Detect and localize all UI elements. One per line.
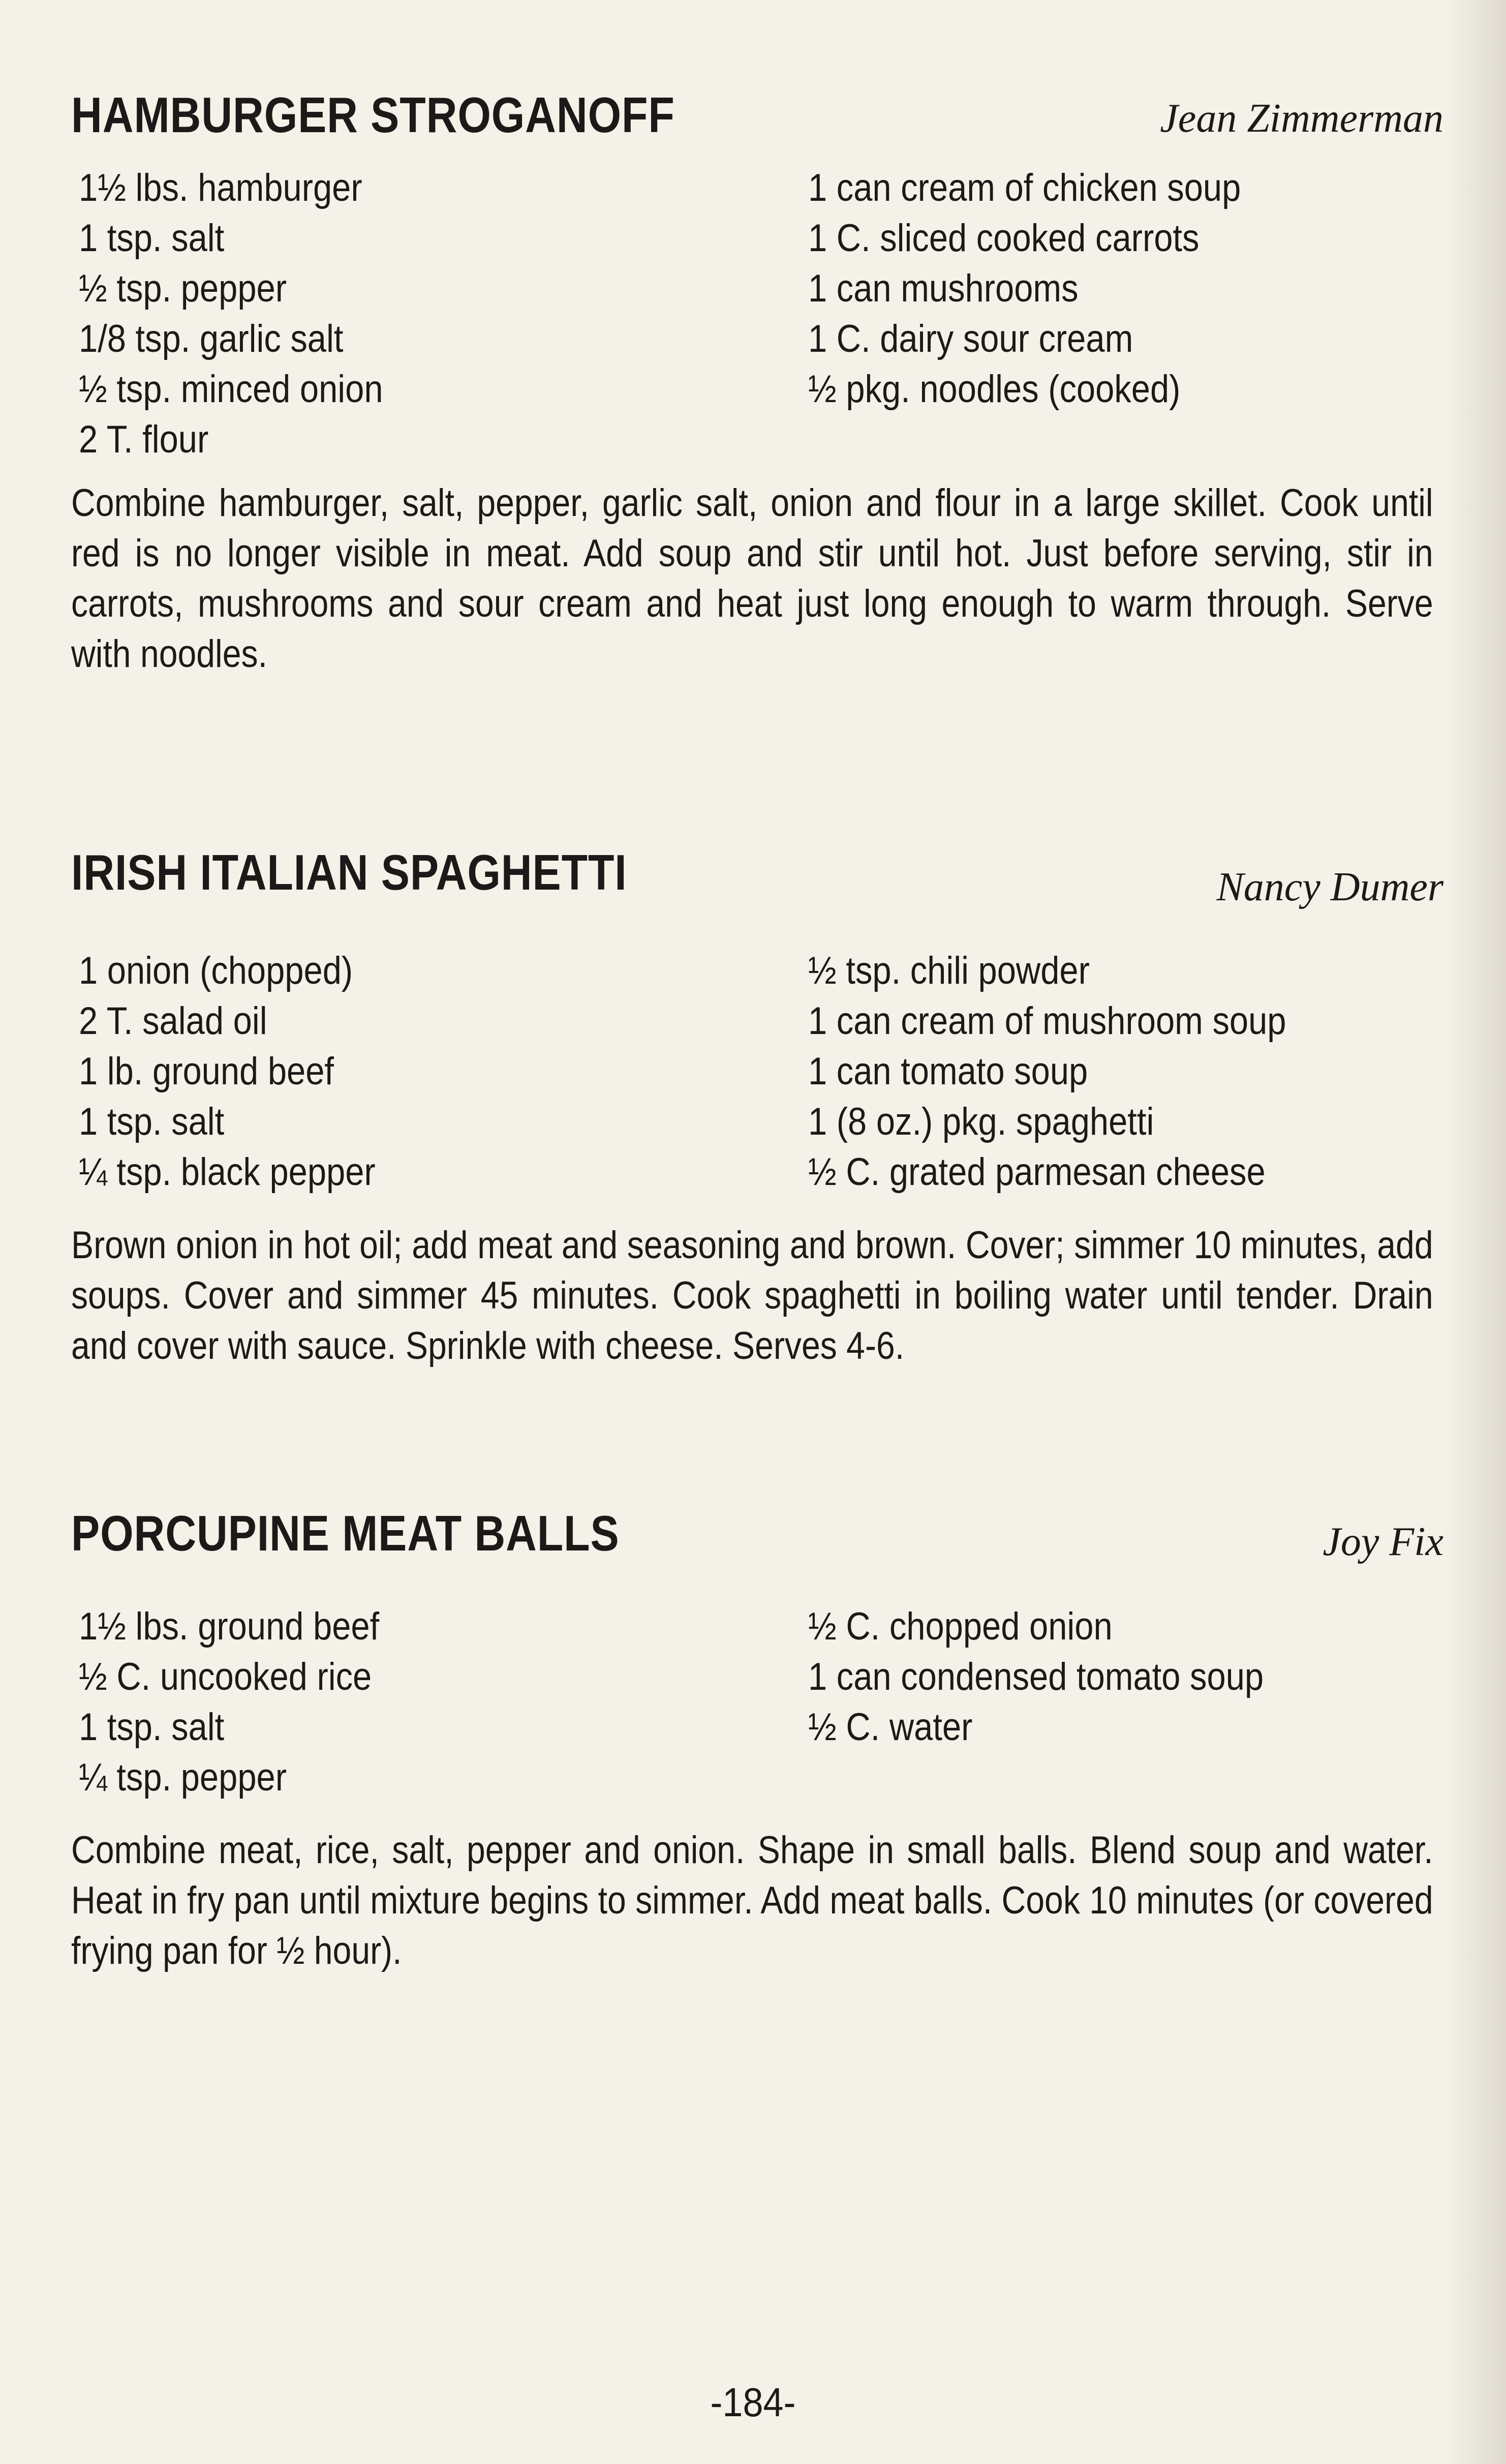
ingredient-item: ½ tsp. minced onion [79,368,383,411]
recipe-header [71,1505,1443,1601]
ingredient-list [71,163,1443,478]
recipe-instructions: Brown onion in hot oil; add meat and seasoning and brown. Cover; simmer 10 minutes, add soups. Cover and simmer 45 minutes. Cook spaghetti in boiling water until tender. Drain and cover with sauce. Sprinkle with cheese. Serves 4-6. [71,1224,1433,1367]
ingredient-item: ½ C. grated parmesan cheese [808,1150,1266,1194]
ingredient-item: 1 tsp. salt [79,1100,225,1143]
recipe-header [71,86,1443,163]
ingredient-item: 1 can mushrooms [808,267,1079,310]
ingredient-item: 1 C. dairy sour cream [808,317,1133,360]
ingredient-column-right [808,163,1241,414]
ingredient-column-right [808,1601,1264,1752]
ingredient-item: ¼ tsp. black pepper [79,1150,376,1194]
recipe-header [71,844,1443,946]
ingredient-item: 1½ lbs. ground beef [79,1605,380,1648]
ingredient-item: 2 T. salad oil [79,999,267,1043]
page-number: -184- [710,2380,796,2425]
ingredient-column-left [79,1601,379,1803]
ingredient-item: ½ C. water [808,1706,973,1749]
ingredient-column-right [808,946,1286,1197]
ingredient-item: 1½ lbs. hamburger [79,166,362,209]
recipe-author: Nancy Dumer [1216,865,1443,909]
ingredient-item: ½ C. chopped onion [808,1605,1113,1648]
ingredient-item: 1 (8 oz.) pkg. spaghetti [808,1100,1154,1143]
ingredient-item: 1 tsp. salt [79,217,225,260]
ingredient-item: 1 C. sliced cooked carrots [808,217,1200,260]
ingredient-list [71,1601,1443,1825]
ingredient-item: 1 lb. ground beef [79,1050,334,1093]
recipe-author: Joy Fix [1323,1519,1443,1564]
ingredient-item: 2 T. flour [79,418,209,461]
ingredient-item: 1 onion (chopped) [79,949,353,992]
recipe-porcupine-meat-balls [71,1505,1443,2015]
ingredient-list [71,946,1443,1220]
ingredient-item: ½ C. uncooked rice [79,1655,372,1698]
ingredient-item: ½ tsp. pepper [79,267,287,310]
recipe-title: IRISH ITALIAN SPAGHETTI [71,844,627,900]
recipe-title: PORCUPINE MEAT BALLS [71,1505,620,1561]
page-edge-shadow [1445,0,1506,2464]
ingredient-item: ¼ tsp. pepper [79,1756,287,1799]
ingredient-item: 1 can cream of mushroom soup [808,999,1286,1043]
recipe-irish-italian-spaghetti [71,844,1443,1410]
ingredient-item: 1 can condensed tomato soup [808,1655,1264,1698]
ingredient-item: 1 tsp. salt [79,1706,225,1749]
recipe-instructions: Combine hamburger, salt, pepper, garlic salt, onion and flour in a large skillet. Cook until red is no longer visible in meat. Add soup and stir until hot. Just before serving, stir in carrots, mushrooms and sour cream and heat just long enough to warm through. Serve with noodles. [71,481,1433,676]
ingredient-item: 1 can tomato soup [808,1050,1088,1093]
recipe-title: HAMBURGER STROGANOFF [71,87,675,143]
ingredient-column-left [79,946,376,1197]
recipe-instructions: Combine meat, rice, salt, pepper and onion. Shape in small balls. Blend soup and water. Heat in fry pan until mixture begins to simmer. Add meat balls. Cook 10 minutes (or covered frying pan for ½ hour). [71,1829,1433,1972]
ingredient-item: ½ pkg. noodles (cooked) [808,368,1181,411]
ingredient-item: ½ tsp. chili powder [808,949,1090,992]
ingredient-item: 1/8 tsp. garlic salt [79,317,344,360]
recipe-author: Jean Zimmerman [1160,96,1443,141]
recipe-hamburger-stroganoff [71,86,1443,718]
ingredient-column-left [79,163,383,465]
ingredient-item: 1 can cream of chicken soup [808,166,1241,209]
